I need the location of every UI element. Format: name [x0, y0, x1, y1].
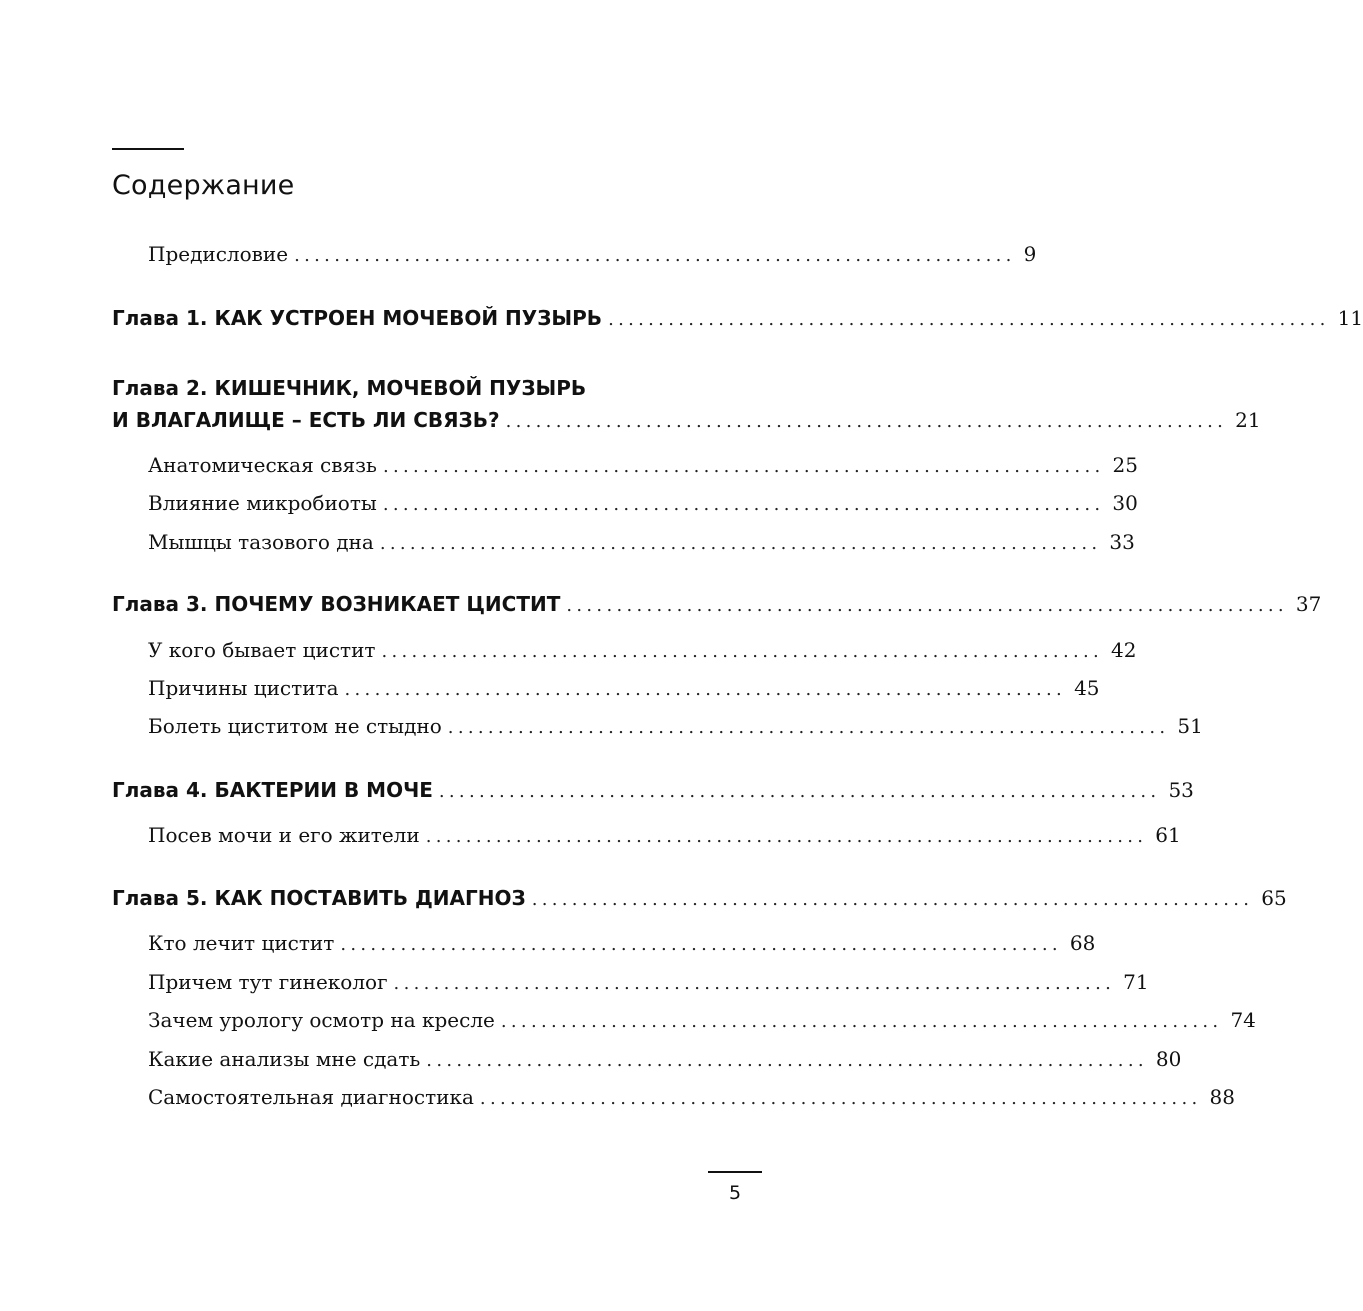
toc-entry[interactable] [148, 823, 1181, 847]
entry-page-number: 25 [1112, 453, 1138, 477]
dot-leader: ........................................................................ [426, 1050, 1148, 1071]
dot-leader: ........................................................................ [340, 934, 1062, 955]
entry-page-number: 42 [1111, 638, 1137, 662]
entry-page-number: 61 [1155, 823, 1181, 847]
dot-leader: ........................................................................ [344, 679, 1067, 700]
dot-leader: ........................................................................ [379, 533, 1102, 554]
dot-leader: ........................................................................ [393, 973, 1116, 994]
dot-leader: ........................................................................ [608, 309, 1330, 330]
chapter-label: Глава 5. КАК ПОСТАВИТЬ ДИАГНОЗ [112, 886, 526, 910]
toc-entry[interactable] [148, 1047, 1182, 1071]
entry-label: У кого бывает цистит [148, 638, 376, 662]
chapter-label-line1: Глава 2. КИШЕЧНИК, МОЧЕВОЙ ПУЗЫРЬ [112, 376, 587, 400]
top-rule [112, 148, 184, 150]
toc-entry[interactable] [148, 453, 1138, 477]
toc-entry[interactable] [148, 491, 1138, 515]
dot-leader: ........................................................................ [479, 1088, 1202, 1109]
entry-label: Кто лечит цистит [148, 931, 335, 955]
bottom-rule [708, 1171, 762, 1173]
entry-page-number: 71 [1123, 970, 1149, 994]
dot-leader: ........................................................................ [500, 1011, 1223, 1032]
entry-page-number: 80 [1155, 1047, 1182, 1071]
entry-label: Зачем урологу осмотр на кресле [148, 1008, 495, 1032]
chapter-label: Глава 3. ПОЧЕМУ ВОЗНИКАЕТ ЦИСТИТ [112, 592, 561, 616]
entry-page-number: 30 [1112, 491, 1138, 515]
dot-leader: ........................................................................ [425, 826, 1148, 847]
entry-page-number: 9 [1023, 242, 1037, 266]
entry-label: Болеть циститом не стыдно [148, 714, 442, 738]
toc-entry[interactable] [148, 242, 1037, 266]
entry-label: Какие анализы мне сдать [148, 1047, 421, 1071]
entry-page-number: 11 [1337, 306, 1363, 330]
entry-page-number: 74 [1230, 1008, 1256, 1032]
entry-page-number: 37 [1295, 592, 1322, 616]
chapter-label: И ВЛАГАЛИЩЕ – ЕСТЬ ЛИ СВЯЗЬ? [112, 408, 500, 432]
chapter-label: Глава 4. БАКТЕРИИ В МОЧЕ [112, 778, 433, 802]
dot-leader: ........................................................................ [294, 245, 1016, 266]
entry-label: Причем тут гинеколог [148, 970, 388, 994]
entry-label: Предисловие [148, 242, 289, 266]
toc-chapter-entry[interactable] [112, 886, 1287, 910]
page-title: Содержание [112, 170, 295, 201]
dot-leader: ........................................................................ [447, 717, 1170, 738]
dot-leader: ........................................................................ [382, 494, 1105, 515]
toc-chapter-entry[interactable] [112, 408, 1261, 432]
entry-label: Анатомическая связь [148, 453, 377, 477]
entry-label: Причины цистита [148, 676, 339, 700]
dot-leader: ........................................................................ [382, 456, 1105, 477]
toc-chapter-entry[interactable] [112, 592, 1322, 616]
toc-entry[interactable] [148, 1085, 1235, 1109]
toc-entry[interactable] [148, 676, 1100, 700]
toc-chapter-entry[interactable] [112, 778, 1194, 802]
entry-page-number: 21 [1235, 408, 1261, 432]
dot-leader: ........................................................................ [438, 781, 1161, 802]
entry-page-number: 33 [1109, 530, 1135, 554]
toc-entry[interactable] [148, 714, 1203, 738]
toc-entry[interactable] [148, 1008, 1256, 1032]
toc-entry[interactable] [148, 970, 1149, 994]
entry-page-number: 65 [1261, 886, 1287, 910]
page-number: 5 [728, 1182, 742, 1204]
entry-page-number: 88 [1209, 1085, 1235, 1109]
toc-entry[interactable] [148, 931, 1096, 955]
toc-entry[interactable] [148, 638, 1137, 662]
toc-entry[interactable] [148, 530, 1135, 554]
dot-leader: ........................................................................ [381, 641, 1104, 662]
dot-leader: ........................................................................ [505, 411, 1228, 432]
entry-page-number: 68 [1069, 931, 1096, 955]
entry-page-number: 45 [1074, 676, 1100, 700]
entry-label: Самостоятельная диагностика [148, 1085, 474, 1109]
entry-page-number: 53 [1168, 778, 1194, 802]
chapter-label: Глава 1. КАК УСТРОЕН МОЧЕВОЙ ПУЗЫРЬ [112, 306, 603, 330]
dot-leader: ........................................................................ [566, 595, 1288, 616]
entry-label: Влияние микробиоты [148, 491, 377, 515]
entry-page-number: 51 [1177, 714, 1203, 738]
entry-label: Посев мочи и его жители [148, 823, 420, 847]
toc-chapter-entry[interactable] [112, 306, 1363, 330]
dot-leader: ........................................................................ [531, 889, 1254, 910]
entry-label: Мышцы тазового дна [148, 530, 374, 554]
